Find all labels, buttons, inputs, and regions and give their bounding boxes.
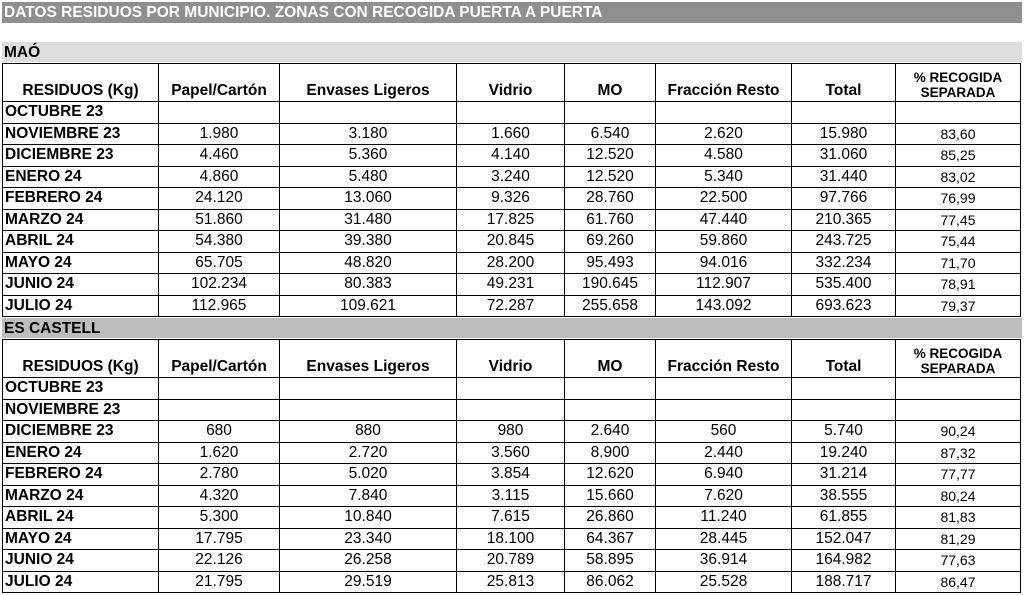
- cell-total: 61.855: [792, 507, 896, 529]
- header-papel-carton: Papel/Cartón: [159, 340, 280, 378]
- header-vidrio: Vidrio: [457, 64, 565, 102]
- cell-total: 15.980: [792, 123, 896, 145]
- cell-pct-recogida: 90,24: [896, 421, 1021, 443]
- cell-month: ENERO 24: [3, 166, 159, 188]
- cell-mo: 12.620: [565, 464, 656, 486]
- cell-envases-ligeros: 23.340: [280, 528, 457, 550]
- cell-fraccion-resto: 22.500: [656, 188, 792, 210]
- cell-month: OCTUBRE 23: [3, 102, 159, 124]
- cell-vidrio: 9.326: [457, 188, 565, 210]
- cell-pct-recogida: 76,99: [896, 188, 1021, 210]
- cell-papel-carton: 5.300: [159, 507, 280, 529]
- table-row: [3, 571, 1021, 593]
- table-row: [3, 399, 1021, 421]
- cell-month: MAYO 24: [3, 252, 159, 274]
- table-row: [3, 123, 1021, 145]
- cell-vidrio: 4.140: [457, 145, 565, 167]
- cell-month: DICIEMBRE 23: [3, 421, 159, 443]
- cell-fraccion-resto: [656, 378, 792, 400]
- table-row: [3, 378, 1021, 400]
- table-row: [3, 442, 1021, 464]
- cell-mo: 255.658: [565, 295, 656, 317]
- cell-vidrio: 17.825: [457, 209, 565, 231]
- cell-pct-recogida: 86,47: [896, 571, 1021, 593]
- cell-total: 332.234: [792, 252, 896, 274]
- cell-vidrio: 49.231: [457, 274, 565, 296]
- cell-total: 535.400: [792, 274, 896, 296]
- cell-papel-carton: 54.380: [159, 231, 280, 253]
- header-month: RESIDUOS (Kg): [3, 64, 159, 102]
- header-mo: MO: [565, 64, 656, 102]
- cell-papel-carton: 1.620: [159, 442, 280, 464]
- table-row: [3, 102, 1021, 124]
- cell-fraccion-resto: 560: [656, 421, 792, 443]
- cell-papel-carton: 17.795: [159, 528, 280, 550]
- cell-pct-recogida: 71,70: [896, 252, 1021, 274]
- cell-month: NOVIEMBRE 23: [3, 123, 159, 145]
- cell-mo: [565, 102, 656, 124]
- cell-pct-recogida: 83,02: [896, 166, 1021, 188]
- cell-mo: 64.367: [565, 528, 656, 550]
- cell-pct-recogida: 78,91: [896, 274, 1021, 296]
- cell-month: MARZO 24: [3, 485, 159, 507]
- cell-total: [792, 102, 896, 124]
- table-row: [3, 252, 1021, 274]
- es-castell-table: [2, 339, 1021, 593]
- cell-month: JULIO 24: [3, 295, 159, 317]
- cell-total: 210.365: [792, 209, 896, 231]
- cell-fraccion-resto: 25.528: [656, 571, 792, 593]
- cell-fraccion-resto: 143.092: [656, 295, 792, 317]
- cell-papel-carton: 65.705: [159, 252, 280, 274]
- cell-month: ABRIL 24: [3, 231, 159, 253]
- cell-month: ENERO 24: [3, 442, 159, 464]
- table-row: [3, 188, 1021, 210]
- cell-envases-ligeros: 48.820: [280, 252, 457, 274]
- cell-mo: 12.520: [565, 145, 656, 167]
- cell-fraccion-resto: 94.016: [656, 252, 792, 274]
- cell-papel-carton: 2.780: [159, 464, 280, 486]
- cell-mo: 15.660: [565, 485, 656, 507]
- cell-month: NOVIEMBRE 23: [3, 399, 159, 421]
- cell-mo: 28.760: [565, 188, 656, 210]
- cell-envases-ligeros: 3.180: [280, 123, 457, 145]
- header-fraccion-resto: Fracción Resto: [656, 64, 792, 102]
- cell-fraccion-resto: 6.940: [656, 464, 792, 486]
- cell-envases-ligeros: 109.621: [280, 295, 457, 317]
- cell-month: FEBRERO 24: [3, 464, 159, 486]
- cell-vidrio: 28.200: [457, 252, 565, 274]
- cell-fraccion-resto: 11.240: [656, 507, 792, 529]
- cell-mo: 6.540: [565, 123, 656, 145]
- cell-total: 188.717: [792, 571, 896, 593]
- cell-pct-recogida: 80,24: [896, 485, 1021, 507]
- cell-envases-ligeros: 39.380: [280, 231, 457, 253]
- cell-fraccion-resto: [656, 102, 792, 124]
- cell-pct-recogida: [896, 399, 1021, 421]
- cell-total: 97.766: [792, 188, 896, 210]
- sheet-title: DATOS RESIDUOS POR MUNICIPIO. ZONAS CON RECOGIDA PUERTA A PUERTA: [2, 2, 1022, 23]
- cell-pct-recogida: 79,37: [896, 295, 1021, 317]
- cell-month: JUNIO 24: [3, 274, 159, 296]
- table-row: [3, 209, 1021, 231]
- cell-mo: [565, 399, 656, 421]
- header-vidrio: Vidrio: [457, 340, 565, 378]
- cell-pct-recogida: 77,77: [896, 464, 1021, 486]
- header-envases-ligeros: Envases Ligeros: [280, 64, 457, 102]
- cell-pct-recogida: 87,32: [896, 442, 1021, 464]
- header-row: [3, 340, 1021, 378]
- cell-month: JULIO 24: [3, 571, 159, 593]
- cell-vidrio: 20.789: [457, 550, 565, 572]
- cell-papel-carton: 51.860: [159, 209, 280, 231]
- cell-pct-recogida: 77,45: [896, 209, 1021, 231]
- table-row: [3, 485, 1021, 507]
- table-row: [3, 464, 1021, 486]
- cell-pct-recogida: 81,83: [896, 507, 1021, 529]
- cell-vidrio: 72.287: [457, 295, 565, 317]
- cell-mo: 2.640: [565, 421, 656, 443]
- cell-papel-carton: 21.795: [159, 571, 280, 593]
- cell-fraccion-resto: 7.620: [656, 485, 792, 507]
- cell-pct-recogida: 75,44: [896, 231, 1021, 253]
- cell-mo: 86.062: [565, 571, 656, 593]
- cell-envases-ligeros: 29.519: [280, 571, 457, 593]
- cell-vidrio: [457, 102, 565, 124]
- cell-fraccion-resto: 2.620: [656, 123, 792, 145]
- table-row: [3, 528, 1021, 550]
- cell-total: [792, 399, 896, 421]
- cell-month: DICIEMBRE 23: [3, 145, 159, 167]
- cell-vidrio: 980: [457, 421, 565, 443]
- cell-fraccion-resto: 5.340: [656, 166, 792, 188]
- cell-fraccion-resto: 112.907: [656, 274, 792, 296]
- cell-total: 31.060: [792, 145, 896, 167]
- cell-fraccion-resto: 4.580: [656, 145, 792, 167]
- cell-vidrio: 3.560: [457, 442, 565, 464]
- cell-mo: [565, 378, 656, 400]
- cell-mo: 190.645: [565, 274, 656, 296]
- cell-pct-recogida: 77,63: [896, 550, 1021, 572]
- cell-papel-carton: 24.120: [159, 188, 280, 210]
- cell-mo: 12.520: [565, 166, 656, 188]
- cell-fraccion-resto: 2.440: [656, 442, 792, 464]
- cell-vidrio: [457, 378, 565, 400]
- header-mo: MO: [565, 340, 656, 378]
- cell-mo: 26.860: [565, 507, 656, 529]
- section-title-es-castell: ES CASTELL: [2, 318, 1022, 338]
- table-row: [3, 231, 1021, 253]
- cell-envases-ligeros: 80.383: [280, 274, 457, 296]
- table-row: [3, 421, 1021, 443]
- cell-papel-carton: 4.460: [159, 145, 280, 167]
- cell-envases-ligeros: 5.360: [280, 145, 457, 167]
- cell-total: 152.047: [792, 528, 896, 550]
- header-papel-carton: Papel/Cartón: [159, 64, 280, 102]
- cell-papel-carton: 22.126: [159, 550, 280, 572]
- cell-papel-carton: 112.965: [159, 295, 280, 317]
- cell-total: 38.555: [792, 485, 896, 507]
- cell-envases-ligeros: 26.258: [280, 550, 457, 572]
- cell-month: OCTUBRE 23: [3, 378, 159, 400]
- cell-vidrio: 3.240: [457, 166, 565, 188]
- cell-vidrio: [457, 399, 565, 421]
- cell-envases-ligeros: 13.060: [280, 188, 457, 210]
- table-row: [3, 274, 1021, 296]
- cell-vidrio: 3.115: [457, 485, 565, 507]
- cell-envases-ligeros: 7.840: [280, 485, 457, 507]
- cell-papel-carton: [159, 378, 280, 400]
- header-total: Total: [792, 340, 896, 378]
- cell-pct-recogida: [896, 102, 1021, 124]
- cell-envases-ligeros: 880: [280, 421, 457, 443]
- table-row: [3, 507, 1021, 529]
- cell-papel-carton: 4.860: [159, 166, 280, 188]
- cell-fraccion-resto: 28.445: [656, 528, 792, 550]
- cell-papel-carton: 4.320: [159, 485, 280, 507]
- header-total: Total: [792, 64, 896, 102]
- cell-total: 31.440: [792, 166, 896, 188]
- cell-envases-ligeros: [280, 378, 457, 400]
- cell-pct-recogida: 83,60: [896, 123, 1021, 145]
- cell-envases-ligeros: 5.480: [280, 166, 457, 188]
- table-row: [3, 145, 1021, 167]
- mao-table: [2, 63, 1021, 317]
- cell-mo: 58.895: [565, 550, 656, 572]
- cell-month: MARZO 24: [3, 209, 159, 231]
- header-month: RESIDUOS (Kg): [3, 340, 159, 378]
- cell-mo: 8.900: [565, 442, 656, 464]
- cell-mo: 95.493: [565, 252, 656, 274]
- cell-papel-carton: 1.980: [159, 123, 280, 145]
- cell-total: 5.740: [792, 421, 896, 443]
- cell-vidrio: 1.660: [457, 123, 565, 145]
- header-row: [3, 64, 1021, 102]
- cell-month: FEBRERO 24: [3, 188, 159, 210]
- section-title-mao: MAÓ: [2, 42, 1022, 62]
- cell-pct-recogida: 85,25: [896, 145, 1021, 167]
- cell-month: ABRIL 24: [3, 507, 159, 529]
- cell-mo: 61.760: [565, 209, 656, 231]
- cell-fraccion-resto: 47.440: [656, 209, 792, 231]
- cell-total: 164.982: [792, 550, 896, 572]
- header-pct-recogida: % RECOGIDA SEPARADA: [896, 340, 1021, 378]
- table-row: [3, 550, 1021, 572]
- cell-vidrio: 7.615: [457, 507, 565, 529]
- cell-vidrio: 25.813: [457, 571, 565, 593]
- cell-vidrio: 18.100: [457, 528, 565, 550]
- cell-papel-carton: [159, 102, 280, 124]
- table-row: [3, 166, 1021, 188]
- header-pct-recogida: % RECOGIDA SEPARADA: [896, 64, 1021, 102]
- cell-total: [792, 378, 896, 400]
- cell-pct-recogida: 81,29: [896, 528, 1021, 550]
- cell-total: 31.214: [792, 464, 896, 486]
- cell-envases-ligeros: 5.020: [280, 464, 457, 486]
- cell-total: 693.623: [792, 295, 896, 317]
- cell-envases-ligeros: [280, 399, 457, 421]
- cell-month: MAYO 24: [3, 528, 159, 550]
- header-envases-ligeros: Envases Ligeros: [280, 340, 457, 378]
- cell-papel-carton: [159, 399, 280, 421]
- cell-total: 19.240: [792, 442, 896, 464]
- cell-envases-ligeros: [280, 102, 457, 124]
- header-fraccion-resto: Fracción Resto: [656, 340, 792, 378]
- cell-mo: 69.260: [565, 231, 656, 253]
- cell-vidrio: 20.845: [457, 231, 565, 253]
- cell-envases-ligeros: 10.840: [280, 507, 457, 529]
- cell-pct-recogida: [896, 378, 1021, 400]
- cell-fraccion-resto: 36.914: [656, 550, 792, 572]
- cell-month: JUNIO 24: [3, 550, 159, 572]
- cell-papel-carton: 102.234: [159, 274, 280, 296]
- cell-fraccion-resto: [656, 399, 792, 421]
- cell-papel-carton: 680: [159, 421, 280, 443]
- table-row: [3, 295, 1021, 317]
- cell-fraccion-resto: 59.860: [656, 231, 792, 253]
- cell-total: 243.725: [792, 231, 896, 253]
- cell-vidrio: 3.854: [457, 464, 565, 486]
- cell-envases-ligeros: 31.480: [280, 209, 457, 231]
- cell-envases-ligeros: 2.720: [280, 442, 457, 464]
